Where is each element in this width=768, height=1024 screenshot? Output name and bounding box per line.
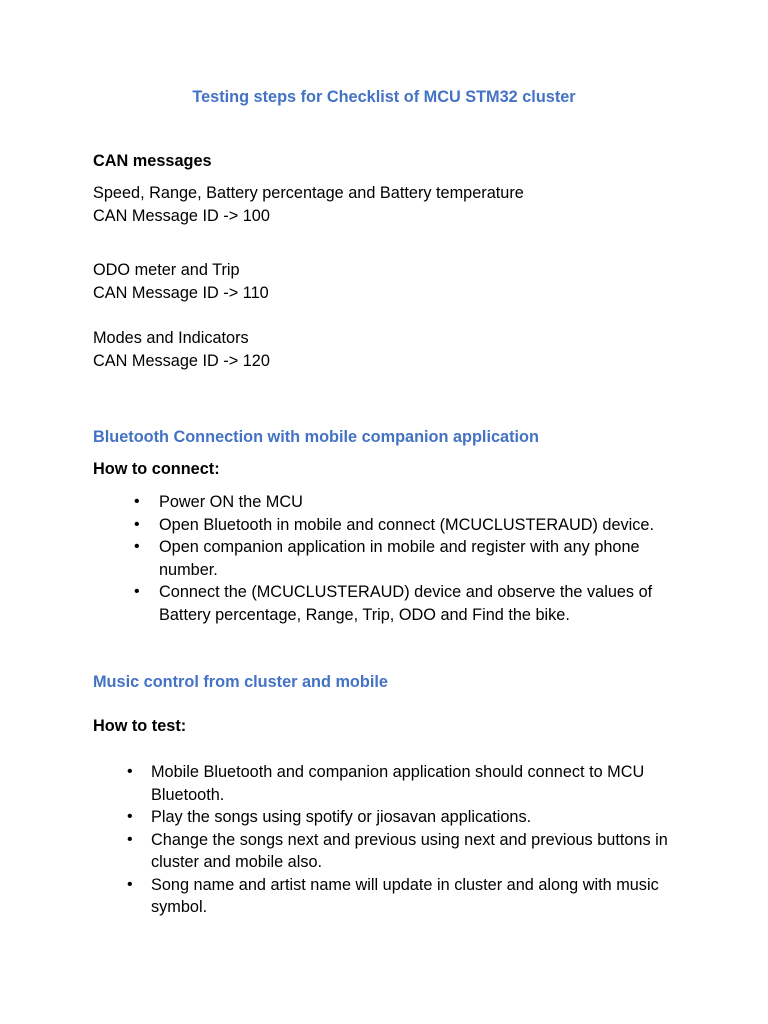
step-text: Connect the (MCUCLUSTERAUD) device and observe the values of Battery percentage, Range, Trip, ODO and Find the bike.: [159, 583, 653, 624]
list-item: [127, 829, 677, 874]
bullet-icon: •: [127, 763, 133, 780]
bullet-icon: •: [127, 808, 133, 825]
music-steps-list: [127, 761, 677, 919]
can-messages-heading: CAN messages: [93, 152, 212, 170]
can-message-id: CAN Message ID -> 100: [93, 207, 270, 225]
how-to-test-subheading: How to test:: [93, 717, 187, 735]
step-text: Change the songs next and previous using next and previous buttons in cluster and mobile also.: [151, 830, 668, 871]
bullet-icon: •: [127, 875, 133, 893]
document-title: Testing steps for Checklist of MCU STM32 cluster: [192, 88, 576, 106]
list-item: [134, 536, 669, 581]
can-group-name: Modes and Indicators: [93, 329, 249, 347]
step-text: Mobile Bluetooth and companion application should connect to MCU Bluetooth.: [151, 763, 645, 804]
can-group-name: ODO meter and Trip: [93, 261, 240, 279]
list-item: [134, 581, 669, 626]
bullet-icon: •: [134, 493, 140, 510]
list-item: [134, 491, 669, 514]
step-text: Song name and artist name will update in cluster and along with music symbol.: [151, 875, 659, 916]
can-message-id: CAN Message ID -> 110: [93, 284, 269, 302]
list-item: [127, 806, 677, 829]
how-to-connect-subheading: How to connect:: [93, 460, 220, 478]
list-item: [127, 874, 677, 919]
list-item: [134, 514, 669, 537]
step-text: Open Bluetooth in mobile and connect (MCUCLUSTERAUD) device.: [159, 515, 654, 534]
step-text: Play the songs using spotify or jiosavan applications.: [151, 808, 532, 826]
bullet-icon: •: [134, 538, 140, 555]
bullet-icon: •: [134, 583, 140, 600]
step-text: Open companion application in mobile and register with any phone number.: [159, 538, 640, 579]
step-text: Power ON the MCU: [159, 493, 303, 511]
bluetooth-steps-list: [134, 491, 669, 626]
bullet-icon: •: [127, 830, 133, 848]
music-section-heading: Music control from cluster and mobile: [93, 673, 388, 691]
can-group-name: Speed, Range, Battery percentage and Battery temperature: [93, 184, 524, 202]
bullet-icon: •: [134, 515, 140, 533]
can-message-id: CAN Message ID -> 120: [93, 352, 270, 370]
bluetooth-section-heading: Bluetooth Connection with mobile companion application: [93, 428, 539, 446]
list-item: [127, 761, 677, 806]
